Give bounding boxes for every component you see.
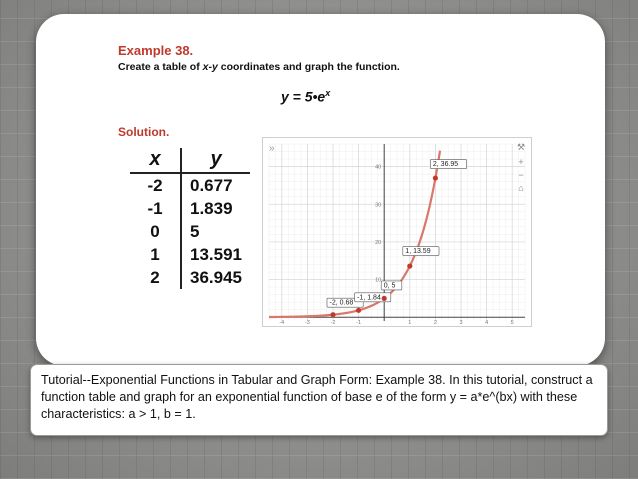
equation xyxy=(281,88,330,105)
cell-x: -2 xyxy=(130,173,181,197)
data-point xyxy=(330,312,335,317)
equation-exponent: x xyxy=(325,88,331,98)
x-tick-label: -2 xyxy=(330,320,336,326)
caption-text: Tutorial--Exponential Functions in Tabular and Graph Form: Example 38. In this tutorial, construct a function table and graph for an exponential function of base e of the form y = a*e^(bx) with these characteristics: a > 1, b = 1. xyxy=(41,373,593,421)
x-tick-label: 3 xyxy=(459,320,463,326)
x-tick-label: 2 xyxy=(433,320,437,326)
x-tick-label: 4 xyxy=(485,320,489,326)
table-row xyxy=(130,243,250,266)
caption-box xyxy=(30,364,608,436)
point-label: -1, 1.84 xyxy=(357,294,381,302)
instruction-suffix: coordinates and graph the function. xyxy=(217,61,400,73)
cell-x: 1 xyxy=(130,243,181,266)
cell-y: 5 xyxy=(190,222,200,241)
x-tick-label: 1 xyxy=(408,320,412,326)
table-header-row xyxy=(130,148,250,173)
x-tick-label: -4 xyxy=(279,320,285,326)
value-table xyxy=(130,148,250,289)
graph-svg[interactable] xyxy=(263,138,531,326)
example-title: Example 38. xyxy=(118,43,194,58)
x-tick-label: 5 xyxy=(510,320,514,326)
table-row xyxy=(130,220,250,243)
x-tick-label: -3 xyxy=(304,320,310,326)
zoom-in-icon[interactable]: + xyxy=(518,157,524,167)
equation-base: y = 5•e xyxy=(281,88,326,105)
point-label: 1, 13.59 xyxy=(405,248,431,256)
y-tick-label: 20 xyxy=(375,239,382,246)
table-row xyxy=(130,173,250,197)
graph-panel[interactable] xyxy=(262,137,532,327)
x-tick-label: -1 xyxy=(356,320,362,326)
home-icon[interactable]: ⌂ xyxy=(518,183,524,193)
point-label: 2, 36.95 xyxy=(432,161,459,169)
point-label: -2, 0.68 xyxy=(329,299,354,307)
zoom-out-icon[interactable]: − xyxy=(518,170,524,180)
cell-y: 36.945 xyxy=(190,268,242,287)
data-point xyxy=(433,175,438,180)
solution-label: Solution. xyxy=(118,125,170,139)
cell-x: -1 xyxy=(130,197,181,220)
cell-x: 2 xyxy=(130,266,181,289)
header-y: y xyxy=(181,148,250,173)
table-row xyxy=(130,266,250,289)
data-point xyxy=(407,263,412,268)
cell-y: 13.591 xyxy=(190,245,242,264)
data-point xyxy=(382,296,387,301)
instruction-variable: x-y xyxy=(202,61,218,73)
cell-x: 0 xyxy=(130,220,181,243)
y-tick-label: 10 xyxy=(375,277,382,284)
cell-y: 0.677 xyxy=(190,176,233,195)
cell-y: 1.839 xyxy=(190,199,233,218)
y-tick-label: 40 xyxy=(375,164,382,171)
table-row xyxy=(130,197,250,220)
chevron-double-right-icon[interactable]: » xyxy=(269,143,275,154)
wrench-icon[interactable]: ⚒ xyxy=(516,142,526,152)
point-label: 0, 5 xyxy=(383,282,396,290)
header-x: x xyxy=(130,148,181,173)
instruction-prefix: Create a table of xyxy=(118,61,203,73)
y-tick-label: 30 xyxy=(375,202,382,209)
example-instruction xyxy=(118,61,400,73)
data-point xyxy=(356,308,361,313)
